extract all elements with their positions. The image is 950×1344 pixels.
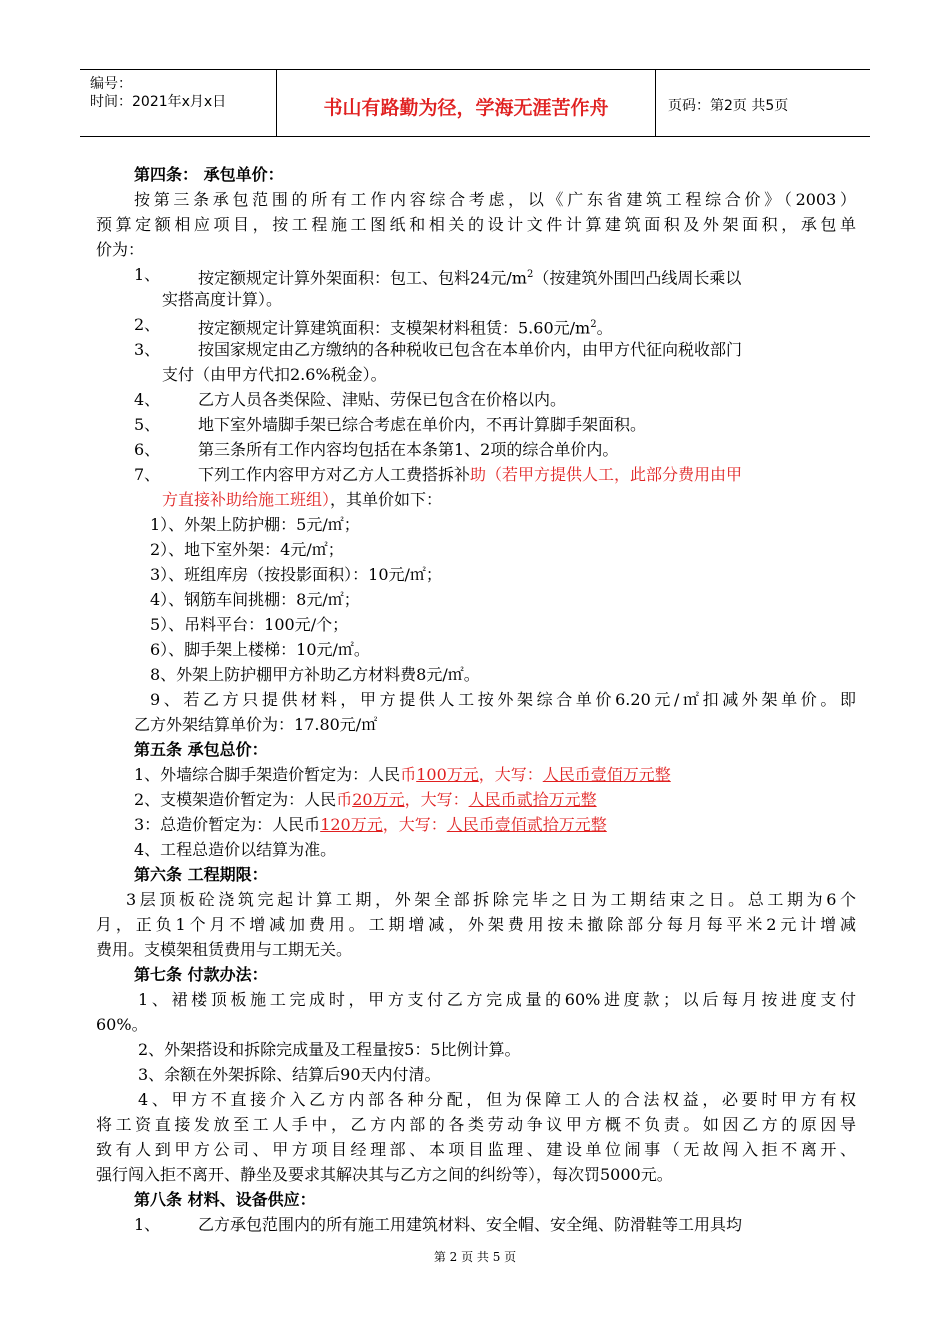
art7-para-3: 3、余额在外架拆除、结算后90天内付清。 bbox=[138, 1065, 441, 1084]
art4-item-7 bbox=[110, 462, 856, 487]
art5-line-3-text: 3：总造价暂定为：人民币 bbox=[134, 815, 321, 834]
art6-line-1: 3层顶板砼浇筑完起计算工期，外架全部拆除完毕之日为工期结束之日。总工期为6个 bbox=[126, 890, 856, 909]
art4-item-4 bbox=[110, 387, 856, 412]
art5-line-1 bbox=[110, 762, 856, 787]
art5-line-2-red: 币 bbox=[336, 790, 353, 809]
art4-sub-item-6: 6）、脚手架上楼梯：10元/㎡。 bbox=[150, 640, 370, 659]
art4-item-1-text-b: （按建筑外围凹凸线周长乘以 bbox=[533, 268, 742, 288]
art8-item-1 bbox=[110, 1212, 856, 1237]
art7-para-4-line-3: 致有人到甲方公司、甲方项目经理部、本项目监理、建设单位闹事（无故闯入拒不离开、 bbox=[96, 1140, 856, 1159]
art7-para-4-line-4: 强行闯入拒不离开、静坐及要求其解决其与乙方之间的纠纷等），每次罚5000元。 bbox=[96, 1165, 673, 1184]
art4-item-3 bbox=[110, 337, 856, 362]
art5-line-3-label: ，大写： bbox=[382, 815, 447, 834]
art4-item-1-text: 按定额规定计算外架面积：包工、包料24元/m bbox=[198, 268, 527, 288]
art5-line-3-amount: 120万元 bbox=[320, 815, 383, 834]
header-motto-cell bbox=[277, 70, 656, 136]
art4-item-7-cont bbox=[110, 487, 856, 512]
art4-item-9: 9、若乙方只提供材料，甲方提供人工按外架综合单价6.20元/㎡扣减外架单价。即 bbox=[150, 690, 856, 709]
doc-date: 时间：2021年x月x日 bbox=[90, 94, 227, 110]
art4-item-7-red-cont: 方直接补助给施工班组） bbox=[162, 490, 331, 509]
art5-line-1-amount: 100万元 bbox=[416, 765, 479, 784]
art5-line-1-red: 币 bbox=[400, 765, 417, 784]
art7-para-4-line-1: 4、甲方不直接介入乙方内部各种分配，但为保障工人的合法权益，必要时甲方有权 bbox=[138, 1090, 856, 1109]
art5-line-3-words: 人民币壹佰贰拾万元整 bbox=[446, 815, 607, 834]
page-footer: 第 2 页 共 5 页 bbox=[433, 1250, 517, 1264]
art4-sub-item-2: 2）、地下室外架：4元/㎡； bbox=[150, 540, 344, 559]
art4-sub-item-3: 3）、班组库房（按投影面积）：10元/㎡； bbox=[150, 565, 442, 584]
article-6-heading: 第六条 工程期限： bbox=[134, 865, 268, 884]
art4-item-7-no: 7、 bbox=[134, 465, 161, 484]
art5-line-2-amount: 20万元 bbox=[352, 790, 405, 809]
art5-line-3 bbox=[110, 812, 856, 837]
art4-item-2-no: 2、 bbox=[134, 315, 161, 334]
art4-item-5 bbox=[110, 412, 856, 437]
art4-item-2-text-b: 。 bbox=[596, 318, 613, 338]
art4-item-5-no: 5、 bbox=[134, 415, 161, 434]
art4-intro-line-3: 价为： bbox=[96, 240, 145, 259]
art7-para-2: 2、外架搭设和拆除完成量及工程量按5：5比例计算。 bbox=[138, 1040, 521, 1059]
art4-intro-line-1: 按第三条承包范围的所有工作内容综合考虑，以《广东省建筑工程综合价》（2003） bbox=[134, 190, 856, 209]
art4-sub-item-5: 5）、吊料平台：100元/个； bbox=[150, 615, 349, 634]
page-info: 页码：第2页 共5页 bbox=[668, 98, 789, 114]
art4-item-7-text: 下列工作内容甲方对乙方人工费搭拆补 bbox=[198, 465, 471, 484]
motto: 书山有路勤为径，学海无涯苦作舟 bbox=[323, 97, 609, 119]
art4-item-9-cont: 乙方外架结算单价为：17.80元/㎡ bbox=[134, 715, 378, 734]
page-header bbox=[80, 69, 870, 137]
art4-sub-item-1: 1）、外架上防护棚：5元/㎡； bbox=[150, 515, 360, 534]
art4-item-3-text: 按国家规定由乙方缴纳的各种税收已包含在本单价内，由甲方代征向税收部门 bbox=[198, 340, 743, 359]
art5-line-2-words: 人民币贰拾万元整 bbox=[468, 790, 597, 809]
art4-item-2 bbox=[110, 312, 856, 337]
art6-line-3: 费用。支模架租赁费用与工期无关。 bbox=[96, 940, 353, 959]
art4-item-5-text: 地下室外墙脚手架已综合考虑在单价内，不再计算脚手架面积。 bbox=[198, 415, 647, 434]
art4-item-7-tail: ，其单价如下： bbox=[330, 490, 443, 509]
art5-line-1-words: 人民币壹佰万元整 bbox=[542, 765, 671, 784]
art5-line-2 bbox=[110, 787, 856, 812]
art8-item-1-no: 1、 bbox=[134, 1215, 161, 1234]
art8-item-1-text: 乙方承包范围内的所有施工用建筑材料、安全帽、安全绳、防滑鞋等工用具均 bbox=[198, 1215, 743, 1234]
doc-code-label: 编号： bbox=[90, 76, 132, 92]
art7-para-4-line-2: 将工资直接发放至工人手中，乙方内部的各类劳动争议甲方概不负责。如因乙方的原因导 bbox=[96, 1115, 856, 1134]
art4-item-1-sup: 2 bbox=[526, 269, 534, 280]
article-7-heading: 第七条 付款办法： bbox=[134, 965, 268, 984]
art5-line-2-text: 2、支模架造价暂定为：人民 bbox=[134, 790, 337, 809]
art5-line-1-text: 1、外墙综合脚手架造价暂定为：人民 bbox=[134, 765, 401, 784]
art4-item-6 bbox=[110, 437, 856, 462]
art4-sub-item-4: 4）、钢筋车间挑棚：8元/㎡； bbox=[150, 590, 360, 609]
art4-item-2-text: 按定额规定计算建筑面积：支模架材料租赁：5.60元/m bbox=[198, 318, 591, 338]
document-body bbox=[96, 162, 856, 1237]
article-5-heading: 第五条 承包总价： bbox=[134, 740, 268, 759]
art4-item-1-no: 1、 bbox=[134, 265, 161, 284]
art5-line-1-label: ，大写： bbox=[478, 765, 543, 784]
header-page-cell bbox=[656, 70, 870, 136]
art4-item-6-text: 第三条所有工作内容均包括在本条第1、2项的综合单价内。 bbox=[198, 440, 619, 459]
article-8-heading: 第八条 材料、设备供应： bbox=[134, 1190, 316, 1209]
art4-item-8: 8、外架上防护棚甲方补助乙方材料费8元/㎡。 bbox=[150, 665, 480, 684]
art4-item-1 bbox=[110, 262, 856, 287]
art7-para-1-cont: 60%。 bbox=[96, 1015, 148, 1034]
art4-intro-line-2: 预算定额相应项目，按工程施工图纸和相关的设计文件计算建筑面积及外架面积，承包单 bbox=[96, 215, 856, 234]
art4-item-7-red: 助（若甲方提供人工，此部分费用由甲 bbox=[470, 465, 743, 484]
art4-item-2-sup: 2 bbox=[590, 319, 597, 330]
art5-line-2-label: ，大写： bbox=[404, 790, 469, 809]
art4-item-4-text: 乙方人员各类保险、津贴、劳保已包含在价格以内。 bbox=[198, 390, 567, 409]
art4-item-6-no: 6、 bbox=[134, 440, 161, 459]
art4-item-1-cont: 实搭高度计算）。 bbox=[162, 290, 283, 309]
art4-item-3-no: 3、 bbox=[134, 340, 161, 359]
article-4-heading: 第四条： 承包单价： bbox=[134, 165, 284, 184]
art4-item-4-no: 4、 bbox=[134, 390, 161, 409]
art6-line-2: 月，正负1个月不增减加费用。工期增减，外架费用按未撤除部分每月每平米2元计增减 bbox=[96, 915, 856, 934]
header-left-cell bbox=[80, 70, 277, 136]
art4-item-3-cont: 支付（由甲方代扣2.6%税金）。 bbox=[162, 365, 387, 384]
art5-line-4: 4、工程总造价以结算为准。 bbox=[134, 840, 337, 859]
art7-para-1: 1、裙楼顶板施工完成时，甲方支付乙方完成量的60%进度款；以后每月按进度支付 bbox=[138, 990, 856, 1009]
